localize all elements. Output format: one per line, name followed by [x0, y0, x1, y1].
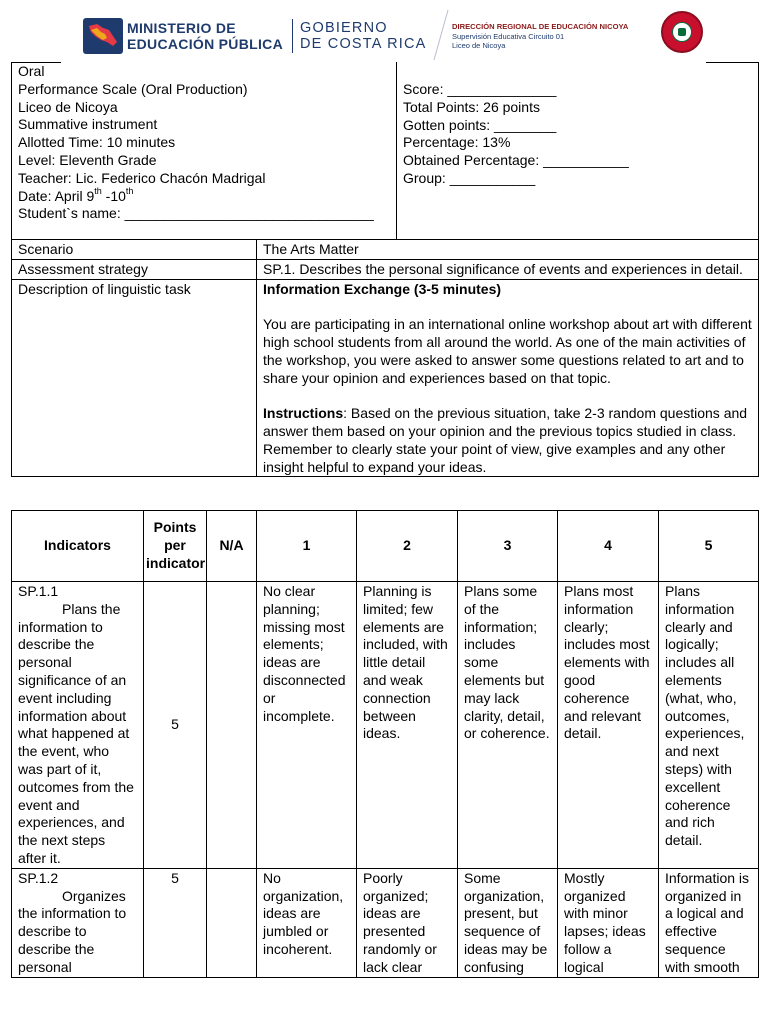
school-subtitle: Liceo de Nicoya [452, 41, 506, 50]
points-cell: 5 [144, 868, 207, 977]
score-field: Score: ______________ [403, 81, 557, 97]
date-prefix: Date: April 9 [18, 187, 95, 204]
indicator-cell [12, 868, 144, 977]
scenario-label: Scenario [12, 240, 257, 260]
exam-info-right [397, 62, 759, 239]
strategy-value: SP.1. Describes the personal significance of events and experiences in detail. [257, 259, 759, 279]
header-indicators: Indicators [12, 511, 144, 582]
instrument-type: Summative instrument [18, 116, 158, 133]
task-instructions [263, 405, 752, 476]
header-level-1: 1 [257, 511, 357, 582]
gotten-points-field: Gotten points: ________ [403, 116, 557, 133]
liceo-seal-icon [661, 11, 703, 53]
header-level-5: 5 [659, 511, 759, 582]
indicator-text: Organizes the information to describe to describe the personal [18, 887, 127, 975]
mep-title-line1: MINISTERIO DE [127, 20, 236, 36]
level-1-descriptor: No organization, ideas are jumbled or incoherent. [257, 868, 357, 977]
header-slash-divider [432, 8, 450, 62]
rubric-header-row [12, 511, 759, 582]
header-level-4: 4 [558, 511, 659, 582]
mep-logo-icon [83, 18, 123, 54]
instructions-text: : Based on the previous situation, take 2-3 random questions and answer them based on your opinion and the previous topics studied in class. Remember to clearly state your point of view, give examples and any other insight helpful to expand your ideas. [263, 405, 748, 475]
rubric-row-sp-1-2 [12, 868, 759, 977]
exam-info-left [12, 62, 397, 239]
task-description [257, 279, 759, 477]
regional-direction-title: DIRECCIÓN REGIONAL DE EDUCACIÓN NICOYA [452, 22, 629, 31]
task-title: Information Exchange (3-5 minutes) [263, 280, 502, 297]
obtained-percentage-field: Obtained Percentage: ___________ [403, 152, 629, 169]
exam-type: Oral [18, 63, 45, 79]
date-mid: -10 [101, 187, 126, 204]
header-level-2: 2 [357, 511, 458, 582]
instructions-label: Instructions [263, 405, 344, 422]
level-4-descriptor: Mostly organized with minor lapses; ideas follow a logical [558, 868, 659, 977]
strategy-row [12, 259, 759, 279]
level-2-descriptor: Planning is limited; few elements are included, with little detail and weak connection between ideas. [357, 582, 458, 869]
date-sup-1: th [94, 185, 102, 196]
strategy-label: Assessment strategy [12, 259, 257, 279]
exam-info-table [11, 62, 759, 240]
task-row [12, 279, 759, 477]
indicator-code: SP.1.1 [18, 583, 59, 599]
exam-scale: Performance Scale (Oral Production) [18, 80, 248, 97]
school-name: Liceo de Nicoya [18, 98, 118, 115]
total-points: Total Points: 26 points [403, 98, 540, 115]
document-header [0, 0, 768, 62]
points-cell: 5 [144, 582, 207, 869]
level-3-descriptor: Plans some of the information; includes some elements but may lack clarity, detail, or coherence. [458, 582, 558, 869]
teacher-name: Teacher: Lic. Federico Chacón Madrigal [18, 169, 266, 186]
date-sup-2: th [125, 185, 134, 196]
group-field: Group: ___________ [403, 169, 536, 186]
indicator-cell [12, 582, 144, 869]
student-name-field: Student`s name: ________________________________ [18, 205, 374, 222]
supervision-subtitle: Supervisión Educativa Circuito 01 [452, 32, 565, 41]
level-3-descriptor: Some organization, present, but sequence of ideas may be confusing [458, 868, 558, 977]
percentage: Percentage: 13% [403, 134, 511, 151]
task-paragraph: You are participating in an international online workshop about art with different high school students from all around the world. As one of the main activities of the workshop, you were asked to answer some questions related to art and to share your opinion and experiences based on that topic. [263, 316, 752, 386]
task-label: Description of linguistic task [12, 279, 257, 477]
scenario-value: The Arts Matter [257, 240, 759, 260]
allotted-time: Allotted Time: 10 minutes [18, 134, 176, 151]
header-level-3: 3 [458, 511, 558, 582]
header-points: Points per indicator [144, 511, 207, 582]
gob-title-line2: DE COSTA RICA [300, 36, 427, 52]
header-divider [292, 19, 293, 53]
level-1-descriptor: No clear planning; missing most elements; ideas are disconnected or incomplete. [257, 582, 357, 869]
level-4-descriptor: Plans most information clearly; includes most elements with good coherence and relevant detail. [558, 582, 659, 869]
level-5-descriptor: Plans information clearly and logically; includes all elements (what, who, outcomes, experiences, and next steps) with excellent coherence and rich detail. [659, 582, 759, 869]
na-cell [207, 582, 257, 869]
scenario-table [11, 239, 759, 477]
header-na: N/A [207, 511, 257, 582]
gob-title-line1: GOBIERNO [300, 20, 388, 36]
level-2-descriptor: Poorly organized; ideas are presented randomly or lack clear [357, 868, 458, 977]
na-cell [207, 868, 257, 977]
rubric-table [11, 510, 759, 978]
exam-date [18, 185, 390, 206]
indicator-text: Plans the information to describe the personal significance of an event including information about what happened at the event, who was part of it, outcomes from the event and experiences, and the next steps after it. [18, 600, 134, 866]
grade-level: Level: Eleventh Grade [18, 151, 157, 168]
indicator-code: SP.1.2 [18, 869, 59, 886]
scenario-row [12, 240, 759, 260]
mep-title-line2: EDUCACIÓN PÚBLICA [127, 36, 283, 52]
rubric-row-sp-1-1 [12, 582, 759, 869]
level-5-descriptor: Information is organized in a logical and effective sequence with smooth [659, 868, 759, 977]
